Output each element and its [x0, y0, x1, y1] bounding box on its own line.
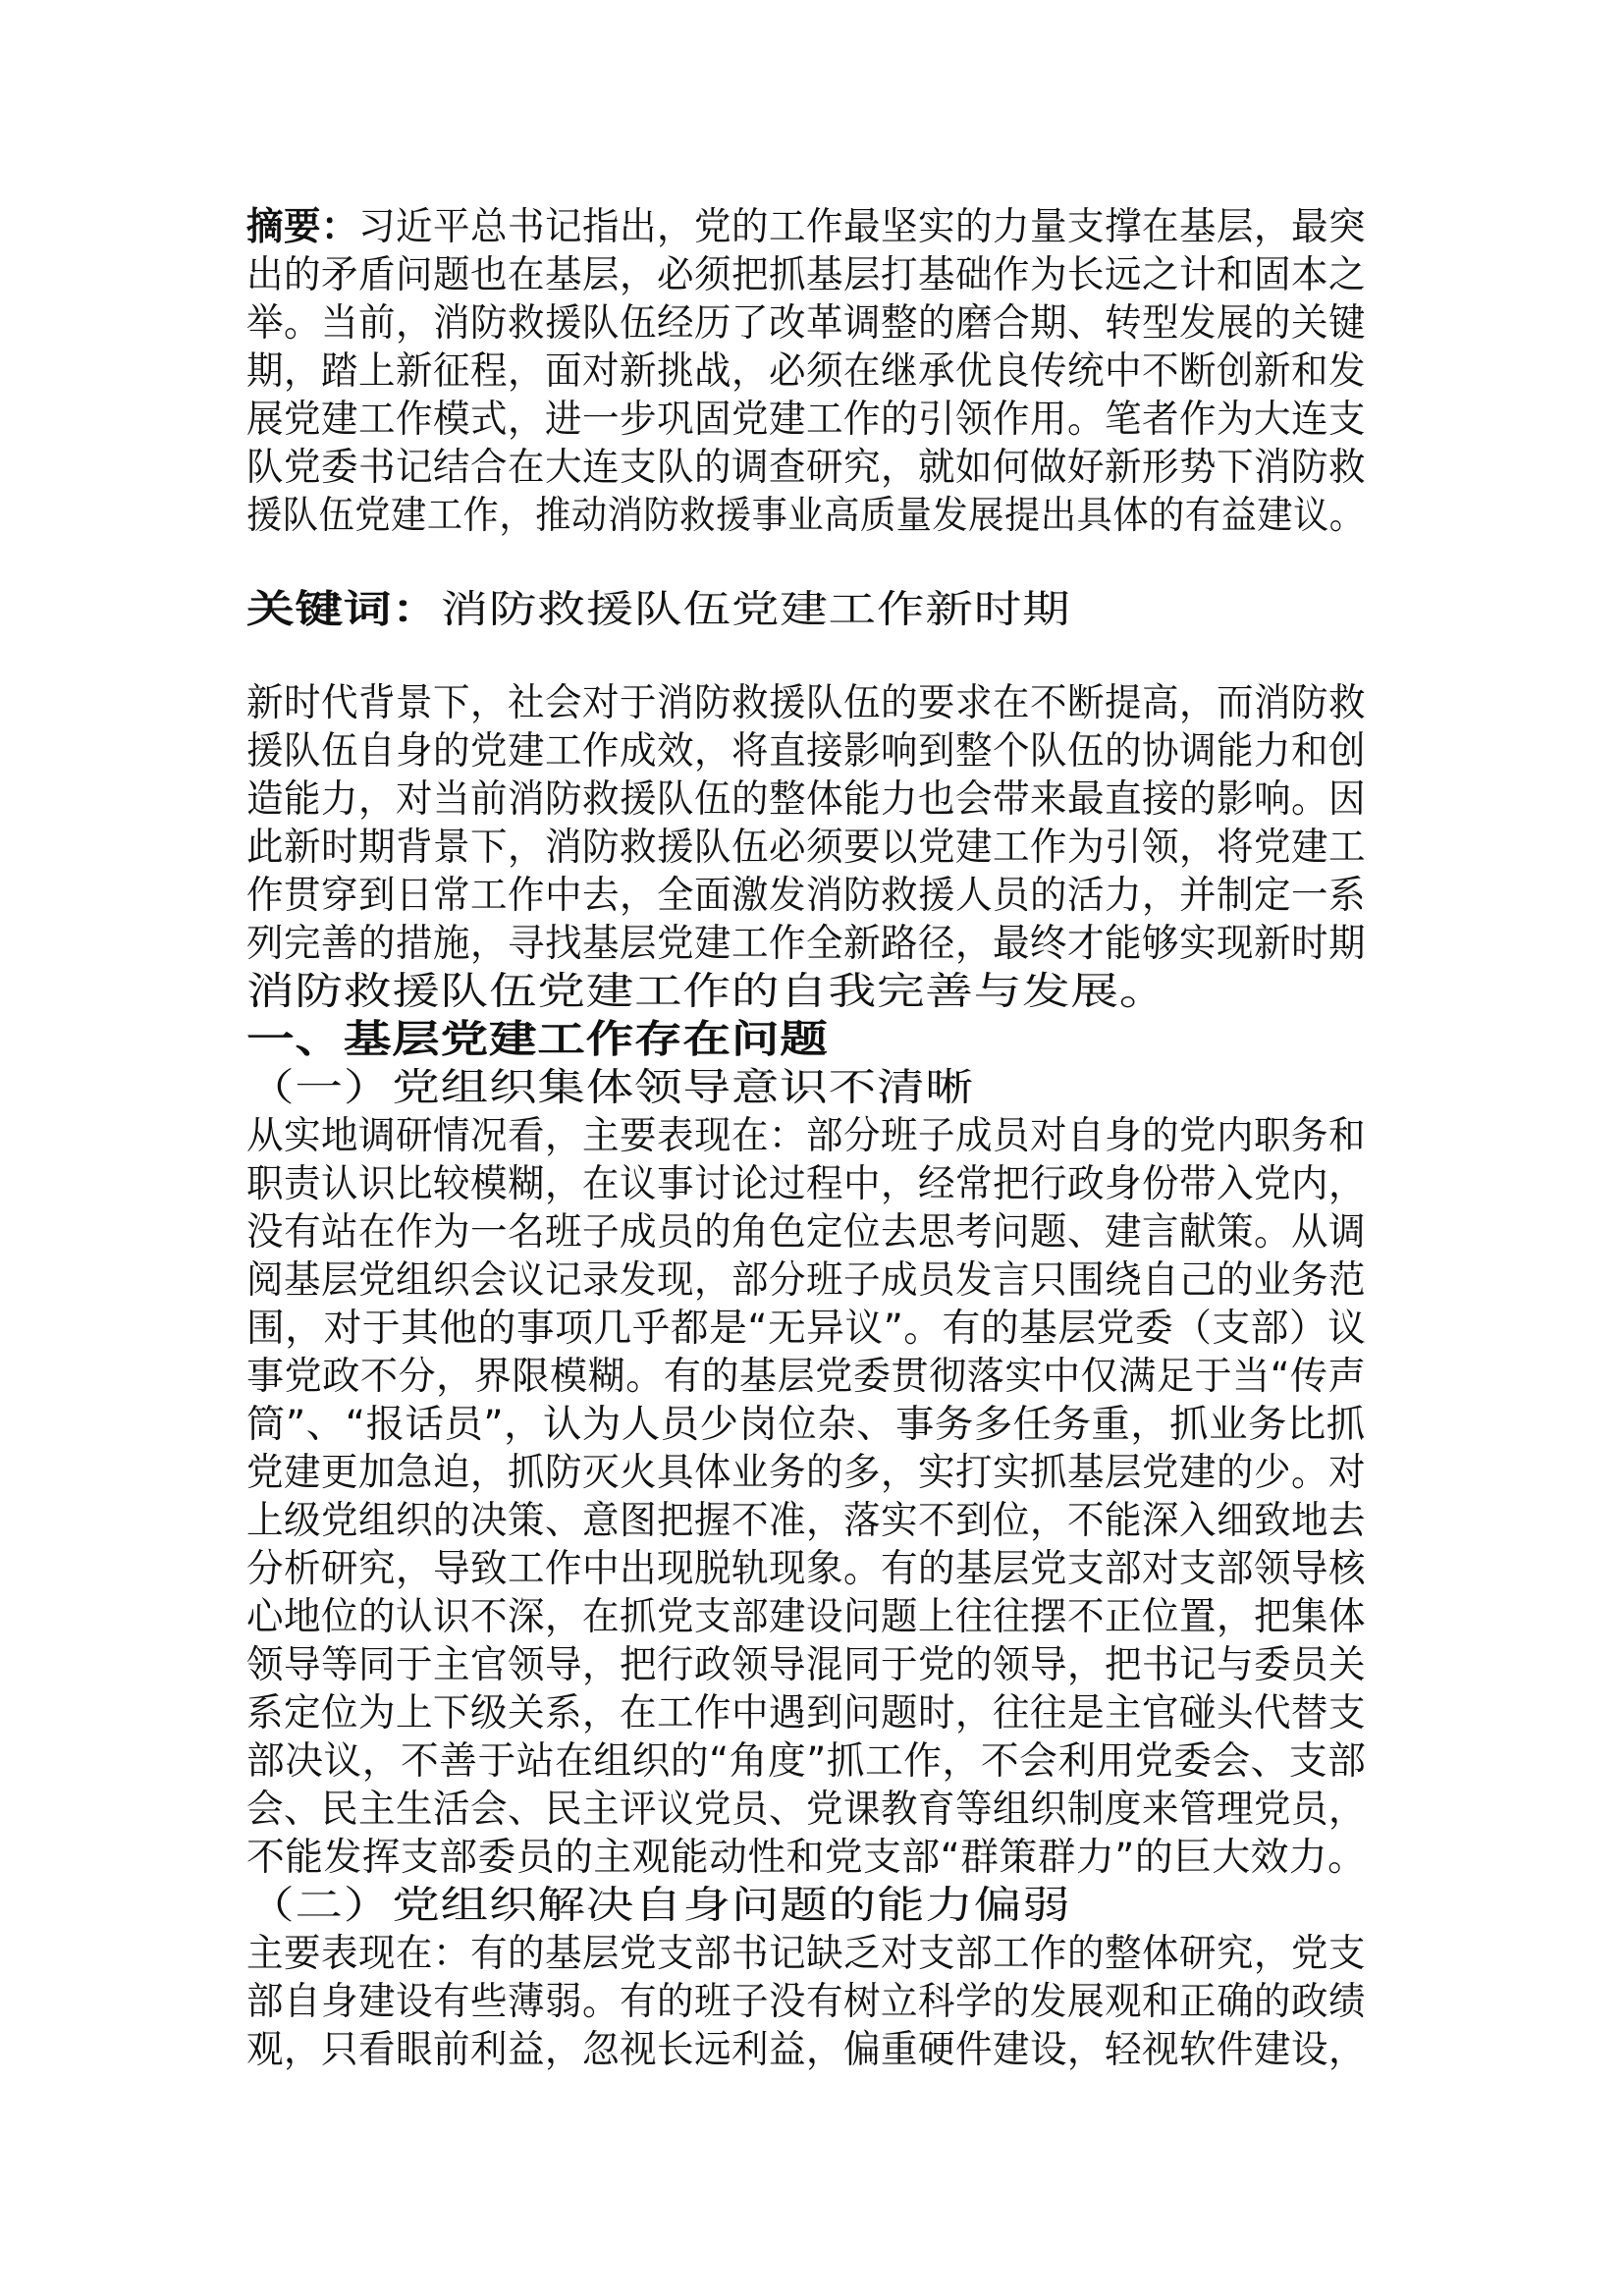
paragraph-line: 阅基层党组织会议记录发现，部分班子成员发言只围绕自己的业务范 [246, 1258, 1367, 1303]
abstract-line: 援队伍党建工作，推动消防救援事业高质量发展提出具体的有益建议。 [246, 494, 1366, 538]
keywords-label: 关键词： [246, 588, 441, 632]
abstract-line: 展党建工作模式，进一步巩固党建工作的引领作用。笔者作为大连支 [246, 398, 1367, 442]
paragraph-line: 主要表现在：有的基层党支部书记缺乏对支部工作的整体研究，党支 [246, 1932, 1367, 1976]
paragraph-line: 党建更加急迫，抓防灭火具体业务的多，实打实抓基层党建的少。对 [246, 1451, 1367, 1495]
intro-line: 列完善的措施，寻找基层党建工作全新路径，最终才能够实现新时期 [246, 922, 1367, 966]
paragraph-line: 没有站在作为一名班子成员的角色定位去思考问题、建言献策。从调 [246, 1210, 1367, 1255]
intro-line: 消防救援队伍党建工作的自我完善与发展。 [246, 970, 1168, 1014]
intro-line: 援队伍自身的党建工作成效，将直接影响到整个队伍的协调能力和创 [246, 729, 1367, 774]
keywords-text: 消防救援队伍党建工作新时期 [440, 588, 1071, 632]
paragraph-line: 系定位为上下级关系，在工作中遇到问题时，往往是主官碰头代替支 [246, 1691, 1367, 1735]
paragraph-line: 心地位的认识不深，在抓党支部建设问题上往往摆不正位置，把集体 [246, 1595, 1367, 1639]
paragraph-line: 从实地调研情况看，主要表现在：部分班子成员对自身的党内职务和 [246, 1114, 1367, 1158]
intro-line: 新时代背景下，社会对于消防救援队伍的要求在不断提高，而消防救 [246, 681, 1367, 725]
abstract-label: 摘要： [246, 205, 359, 249]
paragraph-line: 分析研究，导致工作中出现脱轨现象。有的基层党支部对支部领导核 [246, 1547, 1367, 1591]
abstract-line: 出的矛盾问题也在基层，必须把抓基层打基础作为长远之计和固本之 [246, 253, 1367, 297]
paragraph-line: 部自身建设有些薄弱。有的班子没有树立科学的发展观和正确的政绩 [246, 1980, 1367, 2024]
paragraph-line: 会、民主生活会、民主评议党员、党课教育等组织制度来管理党员， [246, 1788, 1367, 1832]
paragraph-line: 部决议，不善于站在组织的“角度”抓工作，不会利用党委会、支部 [246, 1739, 1367, 1784]
keywords-line [246, 587, 1070, 634]
subsection-heading: （二）党组织解决自身问题的能力偏弱 [246, 1884, 1071, 1928]
abstract-line: 期，踏上新征程，面对新挑战，必须在继承优良传统中不断创新和发 [246, 349, 1367, 394]
paragraph-line: 观，只看眼前利益，忽视长远利益，偏重硬件建设，轻视软件建设， [246, 2028, 1367, 2072]
abstract-line: 队党委书记结合在大连支队的调查研究，就如何做好新形势下消防救 [246, 446, 1367, 490]
abstract-line: 举。当前，消防救援队伍经历了改革调整的磨合期、转型发展的关键 [246, 301, 1367, 346]
subsection-heading: （一）党组织集体领导意识不清晰 [246, 1066, 974, 1110]
paragraph-line: 筒”、“报话员”，认为人员少岗位杂、事务多任务重，抓业务比抓 [246, 1403, 1366, 1447]
intro-line: 作贯穿到日常工作中去，全面激发消防救援人员的活力，并制定一系 [246, 874, 1367, 918]
section-heading: 一、基层党建工作存在问题 [246, 1018, 829, 1062]
abstract-line [246, 204, 1366, 251]
paragraph-line: 围，对于其他的事项几乎都是“无异议”。有的基层党委（支部）议 [246, 1307, 1367, 1351]
paragraph-line: 不能发挥支部委员的主观能动性和党支部“群策群力”的巨大效力。 [246, 1836, 1367, 1880]
paragraph-line: 领导等同于主官领导，把行政领导混同于党的领导，把书记与委员关 [246, 1643, 1367, 1687]
paragraph-line: 事党政不分，界限模糊。有的基层党委贯彻落实中仅满足于当“传声 [246, 1355, 1367, 1399]
intro-line: 此新时期背景下，消防救援队伍必须要以党建工作为引领，将党建工 [246, 826, 1367, 870]
intro-line: 造能力，对当前消防救援队伍的整体能力也会带来最直接的影响。因 [246, 777, 1367, 822]
abstract-text: 习近平总书记指出，党的工作最坚实的力量支撑在基层，最突 [358, 205, 1367, 249]
paragraph-line: 职责认识比较模糊，在议事讨论过程中，经常把行政身份带入党内， [246, 1162, 1367, 1206]
paragraph-line: 上级党组织的决策、意图把握不准，落实不到位，不能深入细致地去 [246, 1499, 1367, 1543]
